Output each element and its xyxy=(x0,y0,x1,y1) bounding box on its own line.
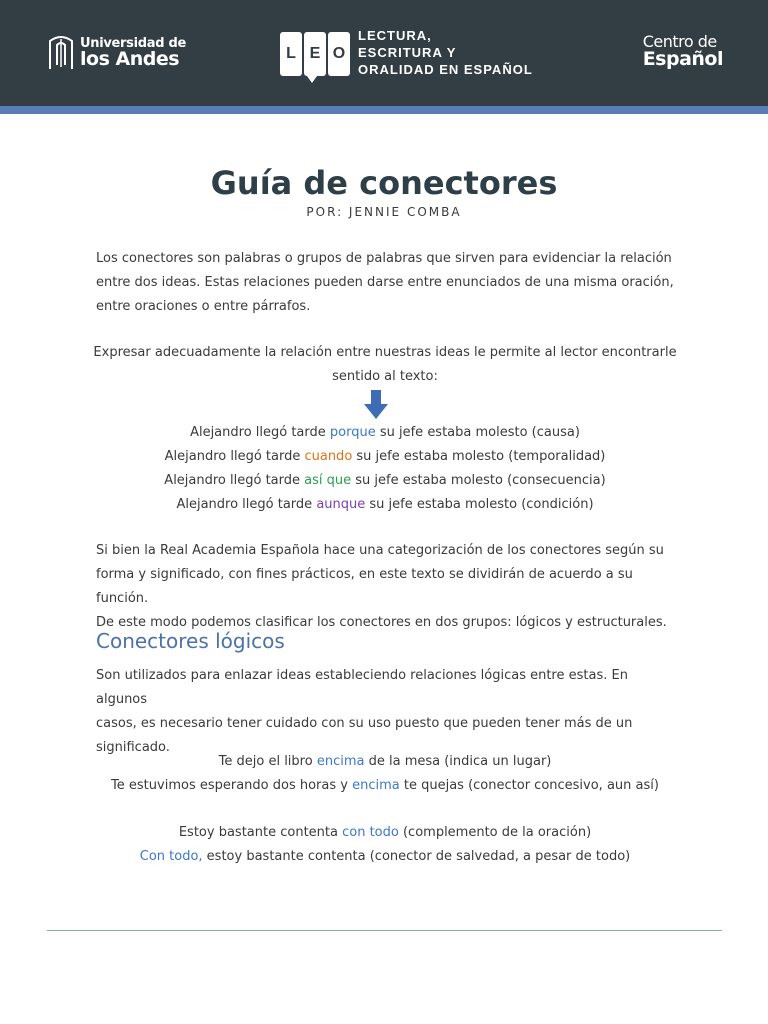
example-text: (complemento de la oración) xyxy=(398,825,592,840)
leo-line-2: ESCRITURA Y xyxy=(358,45,457,60)
example-line xyxy=(90,469,680,493)
example-line xyxy=(90,493,680,517)
section-line: Son utilizados para enlazar ideas estableciendo relaciones lógicas entre estas. En algunos xyxy=(96,668,628,707)
example-text: Alejandro llegó tarde xyxy=(176,497,317,512)
example-text: Estoy bastante contenta xyxy=(178,825,343,840)
centro-line-2: Español xyxy=(642,48,723,70)
example-line xyxy=(90,750,680,774)
leo-line-1: LECTURA, xyxy=(358,28,432,43)
example-text: Alejandro llegó tarde xyxy=(164,449,305,464)
classification-line: De este modo podemos clasificar los conectores en dos grupos: lógicos y estructurales. xyxy=(96,615,667,630)
intro-paragraph xyxy=(96,247,674,319)
connector-asi-que: así que xyxy=(304,473,352,488)
connector-aunque: aunque xyxy=(316,497,366,512)
centro-espanol-logo xyxy=(643,32,723,70)
logic-examples-con-todo xyxy=(90,821,680,869)
example-text: Alejandro llegó tarde xyxy=(164,473,305,488)
intro-line: Los conectores son palabras o grupos de palabras que sirven para evidenciar la relación xyxy=(96,251,672,266)
leo-line-3: ORALIDAD EN ESPAÑOL xyxy=(358,62,533,77)
intro-line: entre oraciones o entre párrafos. xyxy=(96,299,311,314)
example-text: de la mesa (indica un lugar) xyxy=(364,754,552,769)
connector-con-todo: Con todo, xyxy=(139,849,203,864)
lead-line: sentido al texto: xyxy=(332,369,438,384)
section-line: casos, es necesario tener cuidado con su uso puesto que pueden tener más de un xyxy=(96,716,633,731)
document-title: Guía de conectores xyxy=(210,164,558,202)
example-text: su jefe estaba molesto (condición) xyxy=(365,497,594,512)
connector-porque: porque xyxy=(329,425,376,440)
centro-line-1: Centro de xyxy=(642,32,717,51)
leo-letter-l: L xyxy=(280,32,302,76)
university-name-line2: los Andes xyxy=(80,48,180,70)
example-line xyxy=(90,821,680,845)
leo-letter-o: O xyxy=(328,32,350,76)
example-line xyxy=(90,774,680,798)
connector-cuando: cuando xyxy=(304,449,353,464)
classification-line: forma y significado, con fines prácticos, en este texto se dividirán de acuerdo a su función. xyxy=(96,567,633,606)
section-paragraph xyxy=(96,664,674,760)
example-text: su jefe estaba molesto (temporalidad) xyxy=(352,449,606,464)
example-line xyxy=(90,445,680,469)
example-text: Te dejo el libro xyxy=(218,754,317,769)
leo-letter-e: E xyxy=(304,32,326,76)
connector-encima: encima xyxy=(316,754,365,769)
arrow-down-icon xyxy=(364,390,388,420)
header-banner xyxy=(0,0,768,106)
section-heading: Conectores lógicos xyxy=(96,629,285,653)
section-line: significado. xyxy=(96,740,170,755)
example-text: te quejas (conector concesivo, aun así) xyxy=(399,778,659,793)
lead-line: Expresar adecuadamente la relación entre nuestras ideas le permite al lector encontrarle xyxy=(93,345,677,360)
example-line xyxy=(90,421,680,445)
example-text: su jefe estaba molesto (causa) xyxy=(375,425,580,440)
example-text: Alejandro llegó tarde xyxy=(190,425,330,440)
header-stripe xyxy=(0,106,768,114)
example-list xyxy=(90,421,680,517)
example-text: Te estuvimos esperando dos horas y xyxy=(111,778,353,793)
classification-line: Si bien la Real Academia Española hace una categorización de los conectores según su xyxy=(96,543,664,558)
classification-paragraph xyxy=(96,539,674,635)
uniandes-emblem-icon xyxy=(46,35,76,71)
lead-paragraph xyxy=(90,341,680,389)
example-line xyxy=(90,845,680,869)
footer-divider xyxy=(47,930,722,931)
author-byline: POR: JENNIE COMBA xyxy=(306,205,462,219)
connector-con-todo: con todo xyxy=(342,825,399,840)
logic-examples-encima xyxy=(90,750,680,798)
intro-line: entre dos ideas. Estas relaciones pueden darse entre enunciados de una misma oración, xyxy=(96,275,674,290)
pencil-tip-icon xyxy=(307,76,317,83)
example-text: su jefe estaba molesto (consecuencia) xyxy=(351,473,606,488)
university-name-line1: Universidad de xyxy=(80,36,186,51)
leo-tagline xyxy=(358,27,533,78)
example-text: estoy bastante contenta (conector de salvedad, a pesar de todo) xyxy=(202,849,631,864)
connector-encima: encima xyxy=(352,778,400,793)
